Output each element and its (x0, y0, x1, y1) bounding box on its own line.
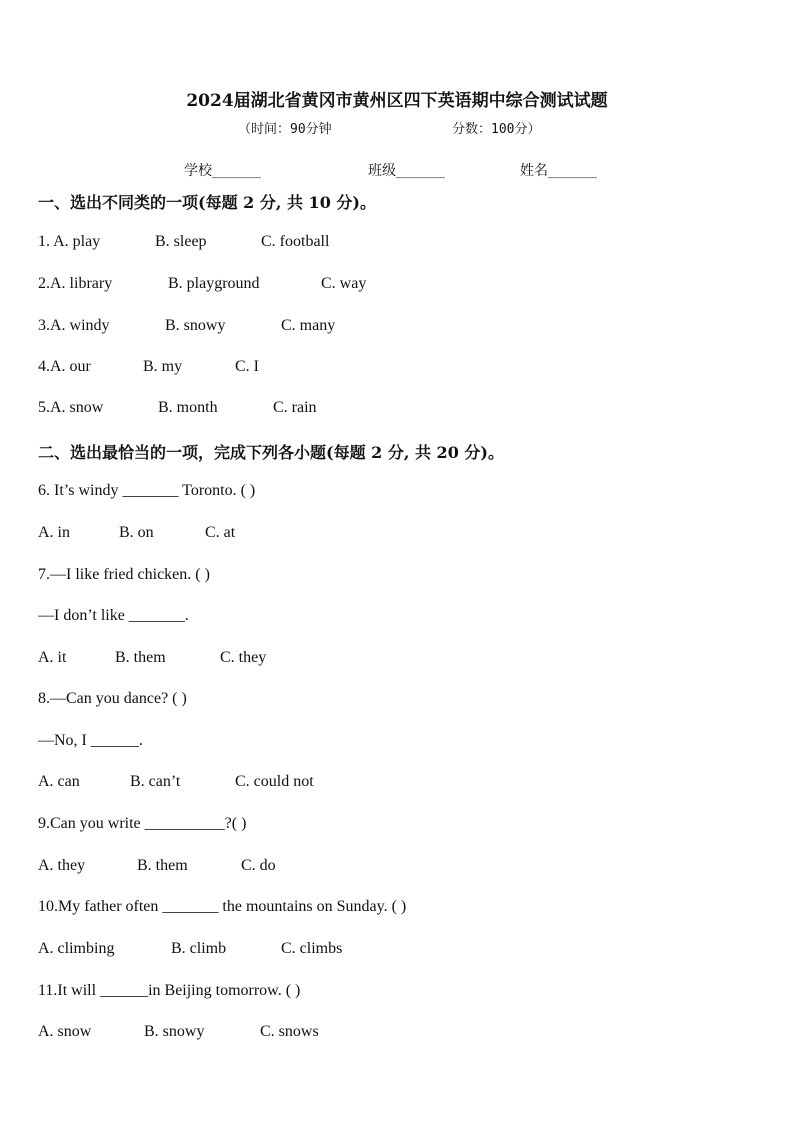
q9-option-a: A. they (38, 857, 86, 874)
q6-stem: 6. It’s windy _______ Toronto. ( ) (38, 482, 256, 499)
q4-option-b: B. my (143, 358, 183, 375)
q5-option-a: 5.A. snow (38, 399, 104, 416)
q7-option-c: C. they (220, 649, 267, 666)
q2-option-c: C. way (321, 275, 367, 292)
q5-option-c: C. rain (273, 399, 317, 416)
q7-stem: 7.—I like fried chicken. ( ) (38, 566, 210, 583)
q9-option-b: B. them (137, 857, 188, 874)
q6-option-b: B. on (119, 524, 154, 541)
q7-response: —I don’t like _______. (38, 607, 189, 624)
q6-option-c: C. at (205, 524, 236, 541)
q8-response: —No, I ______. (38, 732, 143, 749)
q1-option-b: B. sleep (155, 233, 207, 250)
q8-stem: 8.—Can you dance? ( ) (38, 690, 187, 707)
q5-option-b: B. month (158, 399, 218, 416)
exam-time: （时间：90分钟 (238, 122, 332, 137)
name-field: 姓名_______ (520, 163, 597, 179)
q3-option-a: 3.A. windy (38, 317, 110, 334)
q2-option-b: B. playground (168, 275, 260, 292)
q6-option-a: A. in (38, 524, 70, 541)
q3-option-c: C. many (281, 317, 336, 334)
q8-option-b: B. can’t (130, 773, 181, 790)
section-1-heading: 一、选出不同类的一项(每题 2 分, 共 10 分)。 (38, 193, 376, 212)
q8-option-a: A. can (38, 773, 80, 790)
q10-stem: 10.My father often _______ the mountains on Sunday. ( ) (38, 898, 407, 915)
q4-option-a: 4.A. our (38, 358, 91, 375)
page-title: 2024届湖北省黄冈市黄州区四下英语期中综合测试试题 (186, 91, 608, 111)
q3-option-b: B. snowy (165, 317, 226, 334)
q10-option-a: A. climbing (38, 940, 115, 957)
section-2-heading: 二、选出最恰当的一项，完成下列各小题(每题 2 分, 共 20 分)。 (38, 443, 504, 462)
q11-option-b: B. snowy (144, 1023, 205, 1040)
q8-option-c: C. could not (235, 773, 314, 790)
q11-option-a: A. snow (38, 1023, 92, 1040)
q2-option-a: 2.A. library (38, 275, 113, 292)
q7-option-a: A. it (38, 649, 67, 666)
exam-score: 分数：100分） (452, 122, 541, 137)
q11-option-c: C. snows (260, 1023, 319, 1040)
q10-option-b: B. climb (171, 940, 227, 957)
q1-option-a: 1. A. play (38, 233, 101, 250)
school-field: 学校_______ (184, 163, 261, 179)
q1-option-c: C. football (261, 233, 330, 250)
q9-option-c: C. do (241, 857, 276, 874)
q4-option-c: C. I (235, 358, 259, 375)
q11-stem: 11.It will ______in Beijing tomorrow. ( ) (38, 982, 301, 999)
class-field: 班级_______ (368, 163, 445, 179)
q9-stem: 9.Can you write __________?( ) (38, 815, 247, 832)
q10-option-c: C. climbs (281, 940, 343, 957)
q7-option-b: B. them (115, 649, 166, 666)
